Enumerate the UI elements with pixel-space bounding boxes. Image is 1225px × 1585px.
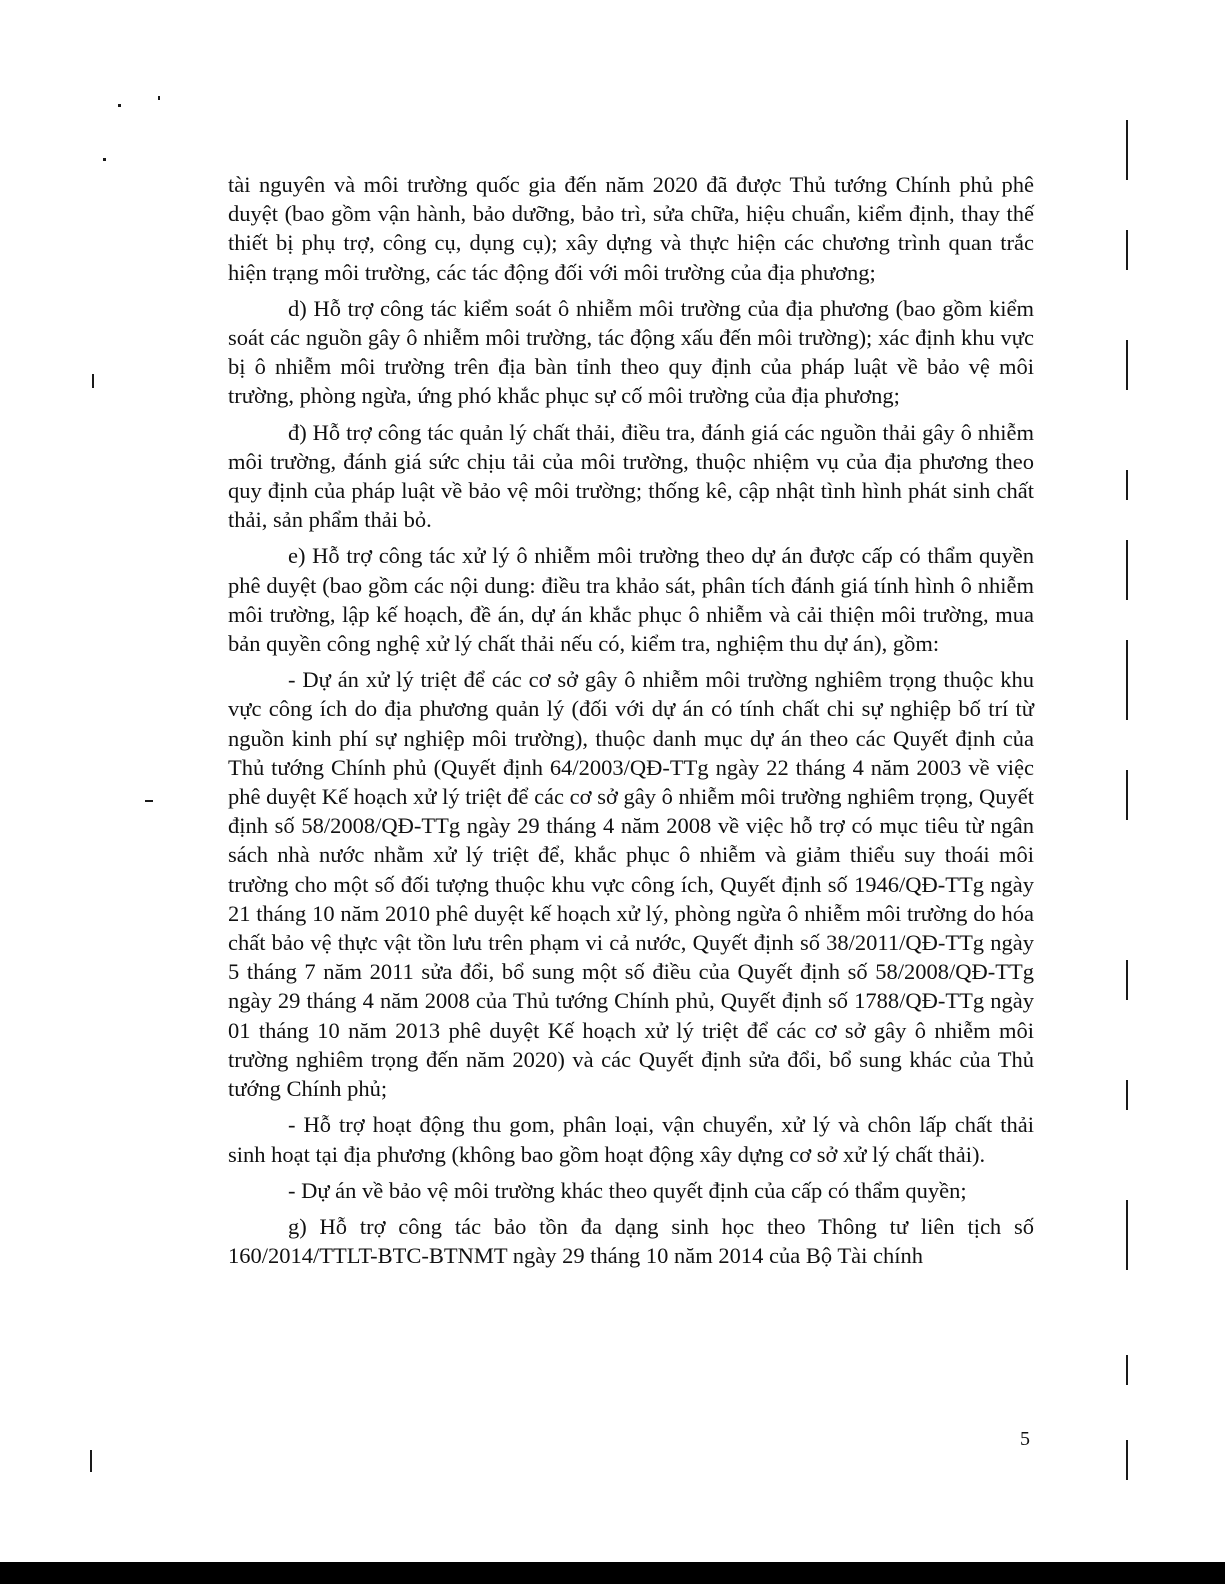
paragraph-bullet-waste-collection: - Hỗ trợ hoạt động thu gom, phân loại, vận chuyển, xử lý và chôn lấp chất thải sinh hoạt tại địa phương (không bao gồm hoạt động xây dựng cơ sở xử lý chất thải). <box>228 1112 1034 1167</box>
scan-edge-dash <box>1126 960 1128 1000</box>
paragraph-bullet-other-projects: - Dự án về bảo vệ môi trường khác theo quyết định của cấp có thẩm quyền; <box>288 1177 967 1203</box>
document-body <box>228 170 1034 1277</box>
page-number: 5 <box>1020 1428 1030 1450</box>
scan-edge-dash <box>1126 640 1128 720</box>
scan-edge-dash <box>1126 540 1128 600</box>
scan-bottom-edge <box>0 1562 1225 1584</box>
scan-speck <box>90 1450 92 1472</box>
scan-edge-dash <box>1126 1200 1128 1270</box>
scan-speck <box>158 96 160 100</box>
scan-edge-dash <box>1126 1355 1128 1385</box>
scan-speck <box>92 374 94 388</box>
paragraph-item-g: g) Hỗ trợ công tác bảo tồn đa dạng sinh học theo Thông tư liên tịch số 160/2014/TTLT-BTC-BTNMT ngày 29 tháng 10 năm 2014 của Bộ Tài chính <box>228 1213 1034 1269</box>
scan-edge-dash <box>1126 1440 1128 1480</box>
scan-edge-dash <box>1126 1080 1128 1110</box>
paragraph-continuation: tài nguyên và môi trường quốc gia đến năm 2020 đã được Thủ tướng Chính phủ phê duyệt (bao gồm vận hành, bảo dưỡng, bảo trì, sửa chữa, hiệu chuẩn, kiểm định, thay thế thiết bị phụ trợ, công cụ, dụng cụ); xây dựng và thực hiện các chương trình quan trắc hiện trạng môi trường, các tác động đối với môi trường của địa phương; <box>228 172 1034 285</box>
scan-speck <box>145 800 153 802</box>
scan-edge-dash <box>1126 470 1128 500</box>
scan-speck <box>118 104 121 107</box>
scan-edge-dash <box>1126 230 1128 270</box>
paragraph-item-dd: đ) Hỗ trợ công tác quản lý chất thải, điều tra, đánh giá các nguồn thải gây ô nhiễm môi trường, đánh giá sức chịu tải của môi trường, thuộc nhiệm vụ của địa phương theo quy định của pháp luật về bảo vệ môi trường; thống kê, cập nhật tình hình phát sinh chất thải, sản phẩm thải bỏ. <box>228 419 1034 533</box>
paragraph-item-d: d) Hỗ trợ công tác kiểm soát ô nhiễm môi trường của địa phương (bao gồm kiểm soát các nguồn gây ô nhiễm môi trường, tác động xấu đến môi trường); xác định khu vực bị ô nhiễm môi trường trên địa bàn tỉnh theo quy định của pháp luật về bảo vệ môi trường, phòng ngừa, ứng phó khắc phục sự cố môi trường của địa phương; <box>228 295 1034 409</box>
paragraph-item-e: e) Hỗ trợ công tác xử lý ô nhiễm môi trường theo dự án được cấp có thẩm quyền phê duyệt (bao gồm các nội dung: điều tra khảo sát, phân tích đánh giá tính hình ô nhiễm môi trường, lập kế hoạch, đề án, dự án khắc phục ô nhiễm và cải thiện môi trường, mua bản quyền công nghệ xử lý chất thải nếu có, kiểm tra, nghiệm thu dự án), gồm: <box>228 543 1034 657</box>
paragraph-bullet-pollution-projects: - Dự án xử lý triệt để các cơ sở gây ô nhiễm môi trường nghiêm trọng thuộc khu vực công ích do địa phương quản lý (đối với dự án có tính chất chi sự nghiệp bố trí từ nguồn kinh phí sự nghiệp môi trường), thuộc danh mục dự án theo các Quyết định của Thủ tướng Chính phủ (Quyết định 64/2003/QĐ-TTg ngày 22 tháng 4 năm 2003 về việc phê duyệt Kế hoạch xử lý triệt để các cơ sở gây ô nhiễm môi trường nghiêm trọng, Quyết định số 58/2008/QĐ-TTg ngày 29 tháng 4 năm 2008 về việc hỗ trợ có mục tiêu từ ngân sách nhà nước nhằm xử lý triệt để, khắc phục ô nhiễm và giảm thiểu suy thoái môi trường cho một số đối tượng thuộc khu vực công ích, Quyết định số 1946/QĐ-TTg ngày 21 tháng 10 năm 2010 phê duyệt kế hoạch xử lý, phòng ngừa ô nhiễm môi trường do hóa chất bảo vệ thực vật tồn lưu trên phạm vi cả nước, Quyết định số 38/2011/QĐ-TTg ngày 5 tháng 7 năm 2011 sửa đổi, bổ sung một số điều của Quyết định số 58/2008/QĐ-TTg ngày 29 tháng 4 năm 2008 của Thủ tướng Chính phủ, Quyết định số 1788/QĐ-TTg ngày 01 tháng 10 năm 2013 phê duyệt Kế hoạch xử lý triệt để các cơ sở gây ô nhiễm môi trường nghiêm trọng đến năm 2020) và các Quyết định sửa đổi, bổ sung khác của Thủ tướng Chính phủ; <box>228 667 1034 1102</box>
scan-edge-dash <box>1126 770 1128 820</box>
scan-edge-dash <box>1126 120 1128 180</box>
scan-speck <box>103 158 106 161</box>
scan-edge-dash <box>1126 340 1128 390</box>
